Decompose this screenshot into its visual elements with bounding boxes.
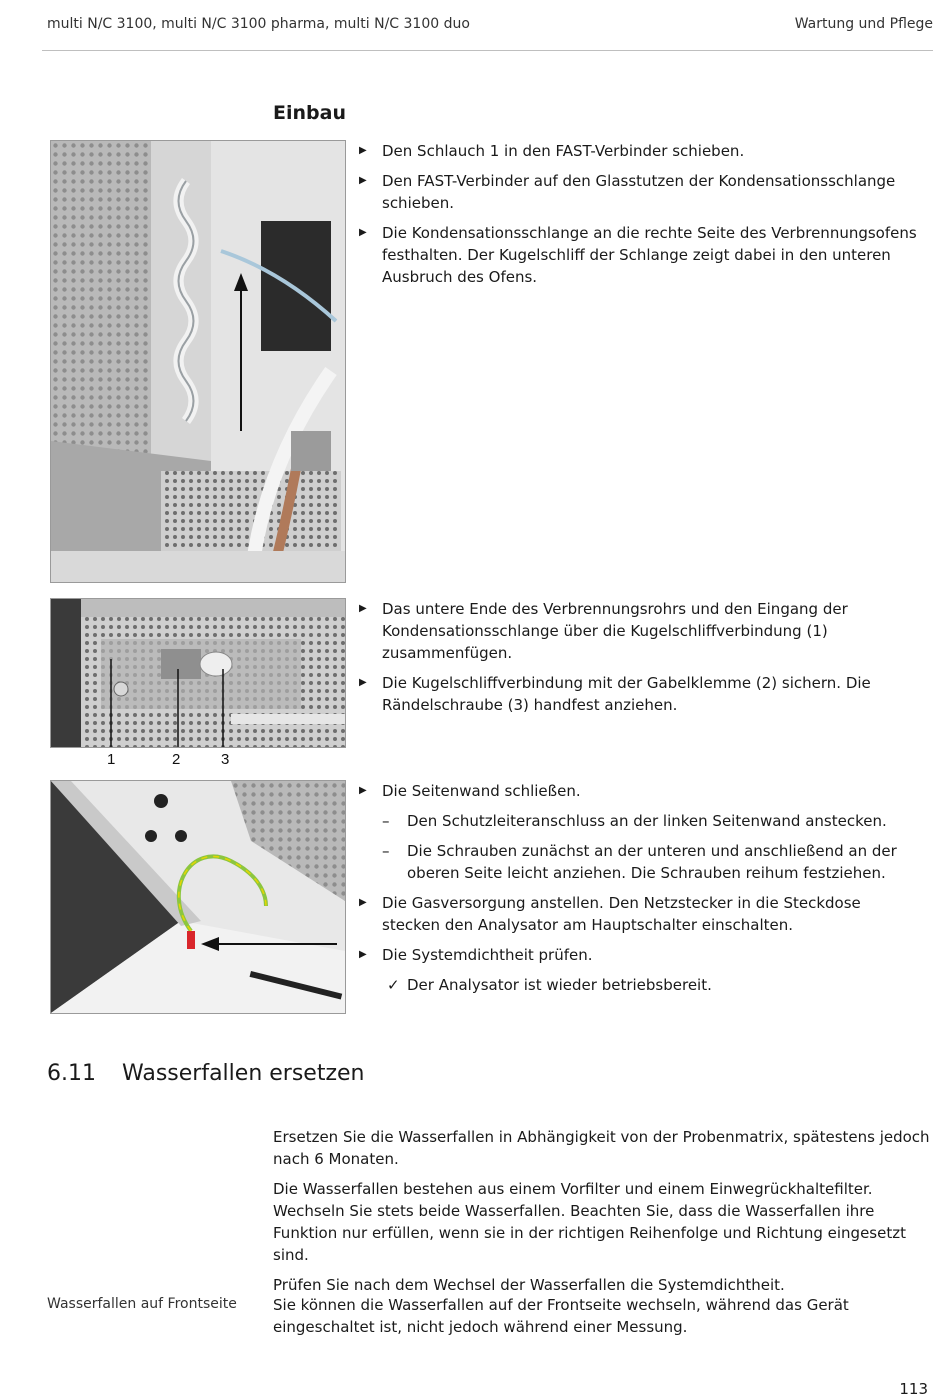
- step-text: Den Schlauch 1 in den FAST-Verbinder schieben.: [382, 142, 745, 160]
- instruction-step: [357, 140, 922, 162]
- section-number: 6.11: [47, 1061, 96, 1086]
- callout-label-2: 2: [172, 751, 181, 768]
- result-text: Der Analysator ist wieder betriebsbereit.: [407, 976, 712, 994]
- instruction-step: [357, 672, 922, 716]
- photo-ball-joint-illustration: [51, 599, 345, 747]
- step-arrow-icon: ▶: [359, 175, 367, 186]
- instruction-step: [357, 170, 922, 214]
- instruction-step: [357, 780, 922, 802]
- body-paragraph: Die Wasserfallen bestehen aus einem Vorfilter und einem Einwegrückhaltefilter. Wechseln Sie stets beide Wasserfallen. Beachten Sie, dass die Wasserfallen ihre Funktion nur erfüllen, wenn sie in der richtigen Reihenfolge und Richtung eingesetzt sind.: [273, 1180, 906, 1264]
- instruction-step: [357, 222, 922, 288]
- photo-earth-connection: [50, 780, 346, 1014]
- step-arrow-icon: ▶: [359, 949, 367, 960]
- photo-condensation-coil-illustration: [51, 141, 345, 582]
- photo-condensation-coil: [50, 140, 346, 583]
- result-line: [357, 974, 922, 996]
- step-arrow-icon: ▶: [359, 227, 367, 238]
- margin-note: Wasserfallen auf Frontseite: [47, 1296, 237, 1312]
- step-text: Das untere Ende des Verbrennungsrohrs und den Eingang der Kondensationsschlange über die Kugelschliffverbindung (1) zusammenfügen.: [382, 600, 848, 662]
- instruction-substep: [357, 840, 922, 884]
- step-arrow-icon: ▶: [359, 677, 367, 688]
- callout-label-1: 1: [107, 751, 116, 768]
- step-arrow-icon: ▶: [359, 897, 367, 908]
- instruction-step: [357, 944, 922, 966]
- step-text: Die Kondensationsschlange an die rechte Seite des Verbrennungsofens festhalten. Der Kugelschliff der Schlange zeigt dabei in den unteren Ausbruch des Ofens.: [382, 224, 917, 286]
- body-paragraph-frontside: Sie können die Wasserfallen auf der Frontseite wechseln, während das Gerät eingeschaltet ist, nicht jedoch während einer Messung.: [273, 1296, 849, 1336]
- step-text: Die Systemdichtheit prüfen.: [382, 946, 593, 964]
- substep-text: Den Schutzleiteranschluss an der linken Seitenwand anstecken.: [407, 812, 887, 830]
- running-header-chapter: Wartung und Pflege: [794, 16, 933, 32]
- header-divider: [42, 50, 933, 51]
- body-paragraph: Ersetzen Sie die Wasserfallen in Abhängigkeit von der Probenmatrix, spätestens jedoch nach 6 Monaten.: [273, 1128, 930, 1168]
- section-body: [273, 1126, 933, 1304]
- checkmark-icon: ✓: [387, 976, 400, 994]
- page-number: 113: [899, 1380, 928, 1398]
- section-title: Wasserfallen ersetzen: [122, 1061, 365, 1086]
- photo-earth-connection-illustration: [51, 781, 345, 1013]
- instruction-step: [357, 598, 922, 664]
- instruction-step: [357, 892, 922, 936]
- body-paragraph: Prüfen Sie nach dem Wechsel der Wasserfallen die Systemdichtheit.: [273, 1276, 785, 1294]
- subsection-title: Einbau: [273, 102, 346, 124]
- dash-marker: –: [382, 842, 390, 860]
- section-heading: [47, 1061, 364, 1086]
- steps-block-2: [357, 598, 922, 724]
- step-text: Den FAST-Verbinder auf den Glasstutzen der Kondensationsschlange schieben.: [382, 172, 896, 212]
- photo-ball-joint: [50, 598, 346, 748]
- steps-block-1: [357, 140, 922, 296]
- step-arrow-icon: ▶: [359, 603, 367, 614]
- substep-text: Die Schrauben zunächst an der unteren und anschließend an der oberen Seite leicht anziehen. Die Schrauben reihum festziehen.: [407, 842, 897, 882]
- step-arrow-icon: ▶: [359, 785, 367, 796]
- callout-label-3: 3: [221, 751, 230, 768]
- step-arrow-icon: ▶: [359, 145, 367, 156]
- instruction-substep: [357, 810, 922, 832]
- step-text: Die Seitenwand schließen.: [382, 782, 581, 800]
- step-text: Die Kugelschliffverbindung mit der Gabelklemme (2) sichern. Die Rändelschraube (3) handfest anziehen.: [382, 674, 871, 714]
- dash-marker: –: [382, 812, 390, 830]
- steps-block-3: [357, 780, 922, 1004]
- step-text: Die Gasversorgung anstellen. Den Netzstecker in die Steckdose stecken den Analysator am Hauptschalter einschalten.: [382, 894, 861, 934]
- running-header-title: multi N/C 3100, multi N/C 3100 pharma, multi N/C 3100 duo: [47, 16, 470, 32]
